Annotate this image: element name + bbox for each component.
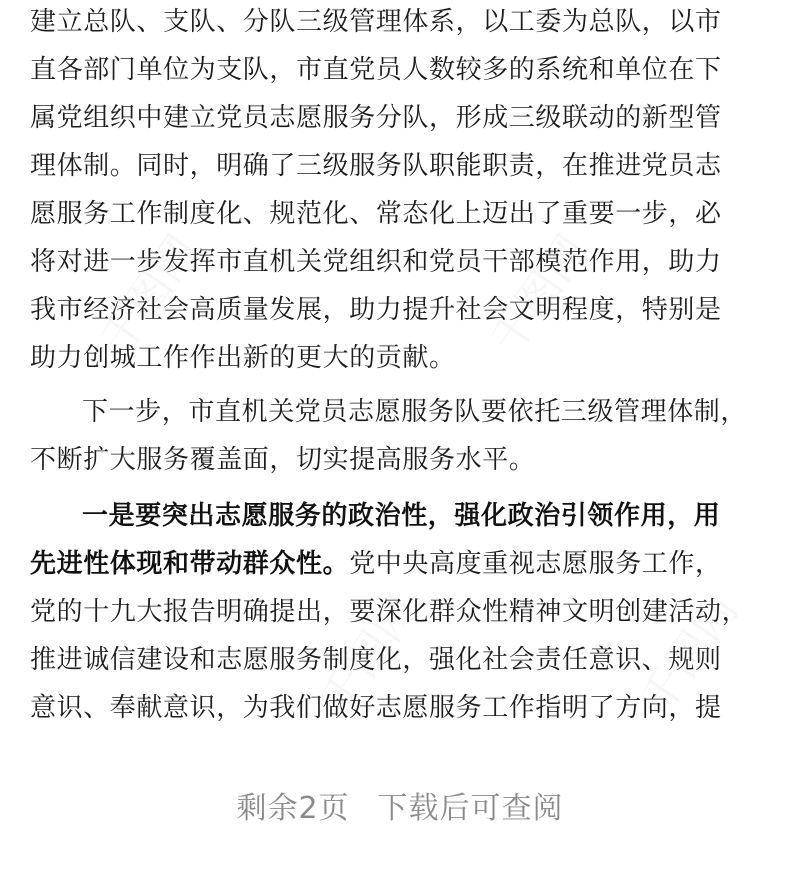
text-line-6: 将对进一步发挥市直机关党组织和党员干部模范作用，助力 [30,247,722,277]
text-line-2: 直各部门单位为支队，市直党员人数较多的系统和单位在下 [30,55,722,85]
bold-heading-line-2: 先进性体现和带动群众性。 [30,549,350,579]
watermark: 千图网 [310,585,429,724]
preview-limit-notice [0,787,800,831]
bold-heading-line-1: 一是要突出志愿服务的政治性，强化政治引领作用，用 [82,501,721,531]
text-line-1: 建立总队、支队、分队三级管理体系，以工委为总队，以市 [30,7,722,37]
text-line-10: 不断扩大服务覆盖面，切实提高服务水平。 [30,445,536,475]
text-line-13: 党的十九大报告明确提出，要深化群众性精神文明创建活动， [30,597,749,627]
watermark: 千图网 [90,225,209,364]
watermark: 千图网 [480,225,599,364]
text-line-3: 属党组织中建立党员志愿服务分队，形成三级联动的新型管 [30,103,722,133]
text-line-7: 我市经济社会高质量发展，助力提升社会文明程度，特别是 [30,295,722,325]
text-line-8: 助力创城工作作出新的更大的贡献。 [30,343,456,373]
text-line-12 [30,544,770,584]
text-line-9: 下一步，市直机关党员志愿服务队要依托三级管理体制， [82,397,748,427]
text-line-5: 愿服务工作制度化、规范化、常态化上迈出了重要一步，必 [30,199,722,229]
text-line-4: 理体制。同时，明确了三级服务队职能职责，在推进党员志 [30,151,722,181]
remaining-pages-label: 剩余2页 [236,791,350,826]
watermark: 千图网 [630,585,749,724]
download-to-view-label: 下载后可查阅 [377,791,564,826]
text-line-15: 意识、奉献意识，为我们做好志愿服务工作指明了方向，提 [30,693,722,723]
text-line-12-rest: 党中央高度重视志愿服务工作， [349,549,722,579]
text-line-14: 推进诚信建设和志愿服务制度化，强化社会责任意识、规则 [30,645,722,675]
